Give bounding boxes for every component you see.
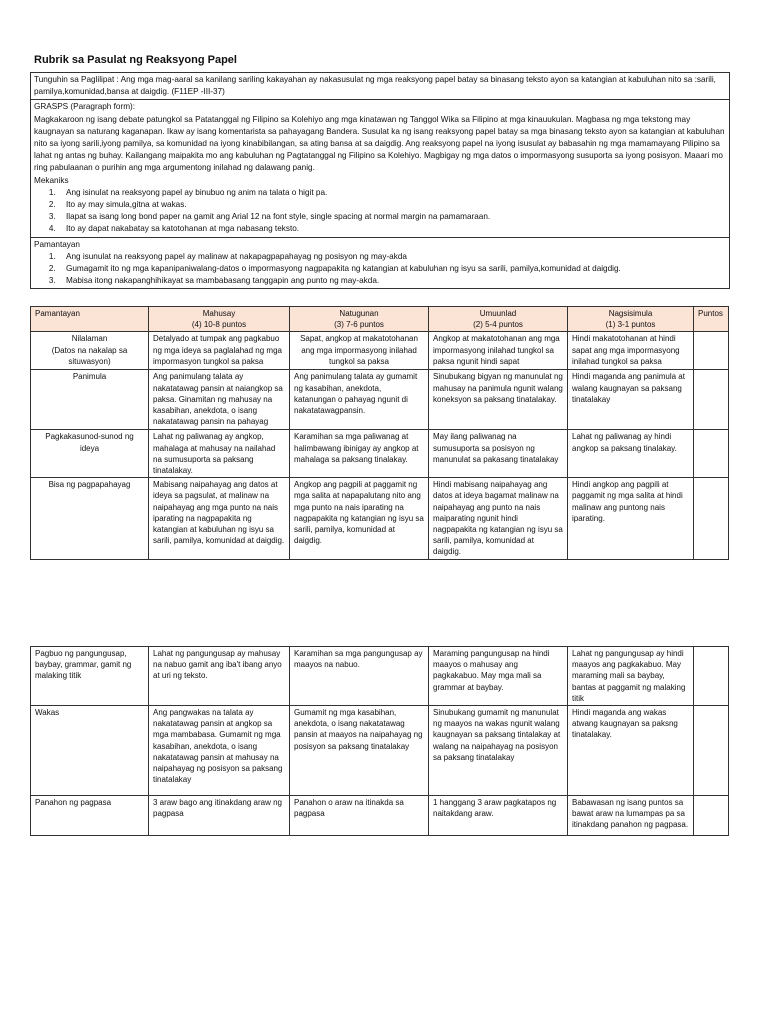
table-cell: Ang panimulang talata ay gumamit ng kasabihan, anekdota, katanungan o pahayag ngunit di nakatatawagpansin. (290, 370, 429, 430)
list-item: 1. Ang isunulat na reaksyong papel ay malinaw at nakapagpapahayag ng posisyon ng may-akda (58, 251, 726, 263)
pamantayan-section (31, 238, 729, 289)
table-cell: Hindi maganda ang panimula at walang kaugnayan sa paksang tinatalakay (568, 370, 694, 430)
score-cell[interactable] (694, 647, 729, 706)
rubric-table-continued (30, 646, 729, 836)
pamantayan-list (34, 251, 726, 288)
grasps-label: GRASPS (Paragraph form): (34, 102, 136, 112)
table-cell: Lahat ng pangungusap ay mahusay na nabuo gamit ang iba't ibang anyo at uri ng teksto. (149, 647, 290, 706)
score-cell[interactable] (694, 706, 729, 796)
table-cell: Babawasan ng isang puntos sa bawat araw na lumampas pa sa itinakdang panahon ng pagpasa. (568, 796, 694, 836)
rubric-table (30, 306, 729, 560)
table-row (31, 796, 729, 836)
criterion-cell: Panahon ng pagpasa (31, 796, 149, 836)
list-item: 1. Ang isinulat na reaksyong papel ay binubuo ng anim na talata o higit pa. (58, 187, 726, 199)
table-cell: Hindi makatotohanan at hindi sapat ang mga impormasyong inilahad tungkol sa paksa (568, 332, 694, 370)
table-row (31, 647, 729, 706)
tunguhin-section (31, 73, 729, 100)
table-cell: Angkop at makatotohanan ang mga impormasyong inilahad tungkol sa paksa ngunit hindi sapat (429, 332, 568, 370)
table-cell: Sinubukang bigyan ng manunulat ng mahusay na panimula ngunit walang koneksyon sa paksang tinatalakay. (429, 370, 568, 430)
table-row (31, 430, 729, 478)
header-puntos: Puntos (694, 307, 729, 332)
criterion-cell: Wakas (31, 706, 149, 796)
table-cell: Lahat ng paliwanag ay hindi angkop sa paksang tinalakay. (568, 430, 694, 478)
criterion-cell: Pagbuo ng pangungusap, baybay, grammar, gamit ng malaking titik (31, 647, 149, 706)
table-cell: Karamihan sa mga pangungusap ay maayos na nabuo. (290, 647, 429, 706)
table-cell: Karamihan sa mga paliwanag at halimbawang ibinigay ay angkop at mahalaga sa paksang tinalakay. (290, 430, 429, 478)
list-item: 4. Ito ay dapat nakabatay sa katotohanan at mga nabasang teksto. (58, 223, 726, 235)
table-cell: Panahon o araw na itinakda sa pagpasa (290, 796, 429, 836)
table-cell: Lahat ng pangungusap ay hindi maayos ang pagkakabuo. May maraming mali sa baybay, bantas at paggamit ng malaking titik (568, 647, 694, 706)
list-item: 3. Ilapat sa isang long bond paper na gamit ang Arial 12 na font style, single spacing at normal margin na pamamaraan. (58, 211, 726, 223)
table-cell: Angkop ang pagpili at paggamit ng mga salita at napapalutang nito ang mga punto na nais iparating na nagpapakita ng katangian ng isyu sa sarili, pamilya, komunidad at daigdig. (290, 478, 429, 559)
page-title: Rubrik sa Pasulat ng Reaksyong Papel (34, 54, 237, 66)
criterion-cell: Bisa ng pagpapahayag (31, 478, 149, 559)
table-cell: Lahat ng paliwanag ay angkop, mahalaga at mahusay na nailahad na sumusuporta sa paksang tinatalakay. (149, 430, 290, 478)
tunguhin-text: Tunguhin sa Paglilipat : Ang mga mag-aaral sa kanilang sariling kakayahan ay nakasusulat ng mga reaksyong papel batay sa binasang teksto ayon sa katangian at kabuluhan nito sa :sarili, pamilya,komunidad,bansa at daigdig. (F11EP -III-37) (34, 75, 716, 97)
table-row (31, 706, 729, 796)
score-cell[interactable] (694, 796, 729, 836)
header-pamantayan: Pamantayan (31, 307, 149, 332)
criterion-cell: Pagkakasunod-sunod ng ideya (31, 430, 149, 478)
table-cell: Sapat, angkop at makatotohanan ang mga impormasyong inilahad tungkol sa paksa (290, 332, 429, 370)
table-cell: Hindi angkop ang pagpili at paggamit ng mga salita at hindi malinaw ang puntong nais iparating. (568, 478, 694, 559)
table-row (31, 370, 729, 430)
table-cell: Mabisang naipahayag ang datos at ideya sa pagsulat, at malinaw na naipahayag ang mga punto na nais iparating na nagpapakita ng katangian at kabuluhan ng isyu sa sarili, pamilya, komunidad at daigdig. (149, 478, 290, 559)
criterion-cell: Panimula (31, 370, 149, 430)
list-item: 3. Mabisa itong nakapanghihikayat sa mambabasang tanggapin ang punto ng may-akda. (58, 275, 726, 287)
table-cell: Maraming pangungusap na hindi maayos o mahusay ang pagkakabuo. May mga mali sa grammar at baybay. (429, 647, 568, 706)
mekaniks-label: Mekaniks (34, 175, 69, 185)
assignment-info-box (30, 72, 730, 289)
table-row (31, 478, 729, 559)
table-row (31, 332, 729, 370)
grasps-section (31, 100, 729, 237)
table-cell: Gumamit ng mga kasabihan, anekdota, o isang nakatatawag pansin at maayos na naipahayag ng posisyon sa paksang tinatalakay (290, 706, 429, 796)
table-cell: Hindi maganda ang wakas atwang kaugnayan sa paksng tinatalakay. (568, 706, 694, 796)
table-cell: 1 hanggang 3 araw pagkatapos ng naitakdang araw. (429, 796, 568, 836)
header-natugunan: Natugunan (3) 7-6 puntos (290, 307, 429, 332)
header-umuunlad: Umuunlad (2) 5-4 puntos (429, 307, 568, 332)
criterion-cell: Nilalaman (Datos na nakalap sa situwasyon) (31, 332, 149, 370)
table-cell: Sinubukang gumamit ng manunulat ng maayos na wakas ngunit walang kaugnayan sa paksang tintalakay at walang na naipahayag na posisyon sa paksang tinatalakay (429, 706, 568, 796)
table-cell: May ilang paliwanag na sumusuporta sa posisyon ng manunulat sa pakasang tinatalakay (429, 430, 568, 478)
table-header-row (31, 307, 729, 332)
list-item: 2. Gumagamit ito ng mga kapanipaniwalang-datos o impormasyong nagpapakita ng katangian at kabuluhan ng isyu sa sarili, pamilya,komunidad at daigdig. (58, 263, 726, 275)
score-cell[interactable] (694, 430, 729, 478)
table-cell: Ang panimulang talata ay nakatatawag pansin at naiangkop sa paksa. Ginamitan ng mahusay na kasabihan, anekdota, o isang nakatatawag pansin na pahayag (149, 370, 290, 430)
score-cell[interactable] (694, 478, 729, 559)
header-nagsisimula: Nagsisimula (1) 3-1 puntos (568, 307, 694, 332)
score-cell[interactable] (694, 332, 729, 370)
grasps-text: Magkakaroon ng isang debate patungkol sa Patatanggal ng Filipino sa Kolehiyo ang mga kinatawan ng Tanggol Wika sa Filipino at mga kinauukulan. Magbasa ng mga tekstong may kaugnayan sa naturang kaganapan. Ikaw ay isang komentarista sa pahayagang Bandera. Susulat ka ng isang reaksyong papel batay sa mga binasang teksto ayon sa katangian at kabuluhan nito sa iyong sarili,iyong pamilya, sa komunidad na iyong kinabibilangan, sa ating bansa at sa daigdig. Ang reaksyong papel na iyong isusulat ay babasahin ng mga mamamayang Pilipino sa lahat ng antas ng buhay. Kailangang maipakita mo ang kabuluhan ng Pagtatanggal ng Filipino sa Kolehiyo. Magbigay ng mga datos o impormasyong susuporta sa iyong posisyon. Maaari mo ring pabulaanan o purihin ang mga argumentong inilahad ng dalawang panig. (34, 114, 725, 173)
table-cell: Detalyado at tumpak ang pagkabuo ng mga ideya sa paglalahad ng mga impormasyon tungkol sa paksa (149, 332, 290, 370)
pamantayan-label: Pamantayan (34, 239, 80, 249)
table-cell: Ang pangwakas na talata ay nakatatawag pansin at angkop sa mga mambabasa. Gumamit ng mga kasabihan, anekdota, o isang nakatatawag pansin at mahusay na naipahayag ng posisyon sa paksang tinatalakay (149, 706, 290, 796)
table-cell: Hindi mabisang naipahayag ang datos at ideya bagamat malinaw na naipahayag ang punto na nais maiparating ngunit hindi nagpapakita ng katangian ng isyu sa sarili, pamilya, komunidad at daigdig. (429, 478, 568, 559)
mekaniks-list (34, 187, 726, 236)
list-item: 2. Ito ay may simula,gitna at wakas. (58, 199, 726, 211)
table-cell: 3 araw bago ang itinakdang araw ng pagpasa (149, 796, 290, 836)
score-cell[interactable] (694, 370, 729, 430)
header-mahusay: Mahusay (4) 10-8 puntos (149, 307, 290, 332)
